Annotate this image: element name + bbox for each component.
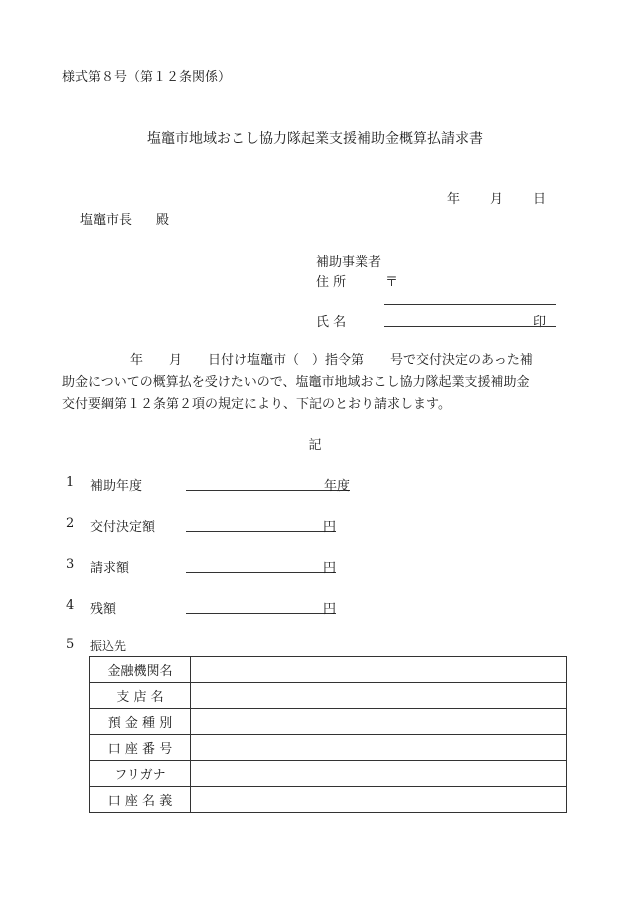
furigana-label: フリガナ bbox=[90, 761, 191, 787]
bank-table bbox=[89, 656, 567, 813]
item-field-line[interactable] bbox=[186, 613, 336, 614]
item-unit: 円 bbox=[323, 602, 337, 617]
item-field-line[interactable] bbox=[186, 572, 336, 573]
body-line-1: 年 月 日付け塩竈市（ ）指令第 号で交付決定のあった補 bbox=[130, 353, 533, 368]
applicant-heading: 補助事業者 bbox=[316, 255, 382, 270]
body-line-3: 交付要綱第１２条第２項の規定により、下記のとおり請求します。 bbox=[62, 397, 451, 412]
document-title: 塩竈市地域おこし協力隊起業支援補助金概算払請求書 bbox=[147, 131, 483, 147]
item-number: 1 bbox=[66, 475, 75, 490]
item-unit: 円 bbox=[323, 520, 337, 535]
table-row bbox=[90, 657, 567, 683]
form-number: 様式第８号（第１２条関係） bbox=[62, 70, 232, 85]
item-label: 交付決定額 bbox=[90, 520, 156, 535]
branch-name-label: 支 店 名 bbox=[90, 683, 191, 709]
item-number: 3 bbox=[66, 557, 75, 572]
account-number-field[interactable] bbox=[191, 735, 567, 761]
account-type-field[interactable] bbox=[191, 709, 567, 735]
account-holder-label: 口 座 名 義 bbox=[90, 787, 191, 813]
date-line bbox=[447, 188, 546, 207]
table-row bbox=[90, 787, 567, 813]
account-holder-field[interactable] bbox=[191, 787, 567, 813]
seal-mark: 印 bbox=[533, 315, 547, 330]
addressee bbox=[80, 209, 169, 228]
table-row bbox=[90, 683, 567, 709]
table-row bbox=[90, 709, 567, 735]
item-label: 請求額 bbox=[90, 561, 130, 576]
item-label: 残額 bbox=[90, 602, 117, 617]
branch-name-field[interactable] bbox=[191, 683, 567, 709]
item-label: 補助年度 bbox=[90, 479, 143, 494]
name-label: 氏 名 bbox=[316, 315, 347, 330]
item-number: 4 bbox=[66, 598, 75, 613]
table-row bbox=[90, 735, 567, 761]
date-month: 月 bbox=[490, 192, 504, 207]
body-line-2: 助金についての概算払を受けたいので、塩竈市地域おこし協力隊起業支援補助金 bbox=[62, 375, 530, 390]
addressee-honorific: 殿 bbox=[156, 213, 170, 228]
address-label: 住 所 bbox=[316, 275, 347, 290]
item-field-line[interactable] bbox=[186, 531, 336, 532]
bank-name-field[interactable] bbox=[191, 657, 567, 683]
name-field-line[interactable] bbox=[384, 326, 556, 327]
ki-heading: 記 bbox=[308, 438, 322, 453]
date-year: 年 bbox=[447, 192, 461, 207]
request-body bbox=[62, 350, 567, 416]
account-number-label: 口 座 番 号 bbox=[90, 735, 191, 761]
postal-mark: 〒 bbox=[385, 275, 399, 290]
bank-name-label: 金融機関名 bbox=[90, 657, 191, 683]
table-row bbox=[90, 761, 567, 787]
item-unit: 年度 bbox=[324, 479, 351, 494]
address-field-line[interactable] bbox=[384, 304, 556, 305]
addressee-name: 塩竈市長 bbox=[80, 213, 133, 228]
item-number: 2 bbox=[66, 516, 75, 531]
item-number: 5 bbox=[66, 637, 75, 652]
account-type-label: 預 金 種 別 bbox=[90, 709, 191, 735]
bank-heading: 振込先 bbox=[90, 639, 127, 653]
furigana-field[interactable] bbox=[191, 761, 567, 787]
item-unit: 円 bbox=[323, 561, 337, 576]
date-day: 日 bbox=[533, 192, 547, 207]
